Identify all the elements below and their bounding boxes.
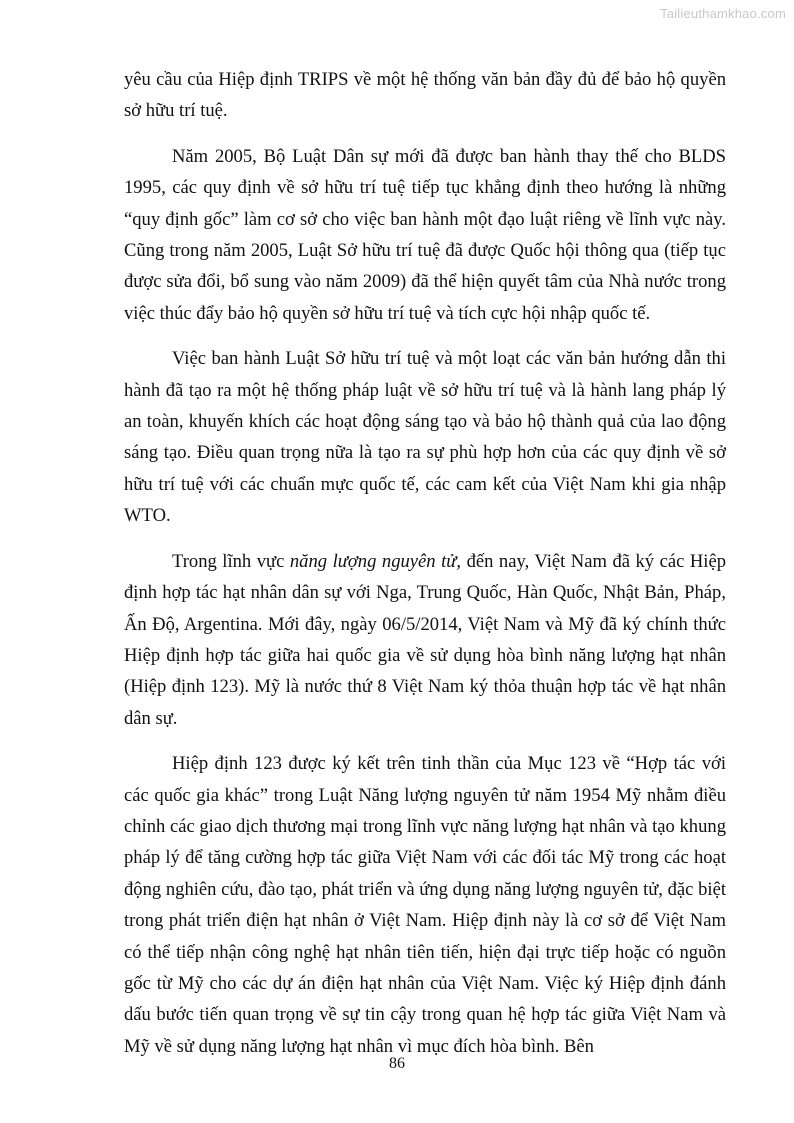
watermark-text: Tailieuthamkhao.com xyxy=(660,6,786,21)
page-number: 86 xyxy=(389,1055,405,1072)
paragraph-5: Hiệp định 123 được ký kết trên tinh thần của Mục 123 về “Hợp tác với các quốc gia khác” trong Luật Năng lượng nguyên tử năm 1954 Mỹ nhằm điều chỉnh các giao dịch thương mại trong lĩnh vực năng lượng hạt nhân và tạo khung pháp lý để tăng cường hợp tác giữa Việt Nam với các đối tác Mỹ trong các hoạt động nghiên cứu, đào tạo, phát triển và ứng dụng năng lượng nguyên tử, đặc biệt trong phát triển điện hạt nhân ở Việt Nam. Hiệp định này là cơ sở để Việt Nam có thể tiếp nhận công nghệ hạt nhân tiên tiến, hiện đại trực tiếp hoặc có nguồn gốc từ Mỹ cho các dự án điện hạt nhân của Việt Nam. Việc ký Hiệp định đánh dấu bước tiến quan trọng về sự tin cậy trong quan hệ hợp tác giữa Việt Nam và Mỹ về sử dụng năng lượng hạt nhân vì mục đích hòa bình. Bên xyxy=(124,753,726,1057)
document-body xyxy=(124,64,726,1076)
paragraph-2: Năm 2005, Bộ Luật Dân sự mới đã được ban hành thay thế cho BLDS 1995, các quy định về sở hữu trí tuệ tiếp tục khẳng định theo hướng là những “quy định gốc” làm cơ sở cho việc ban hành một đạo luật riêng về lĩnh vực này. Cũng trong năm 2005, Luật Sở hữu trí tuệ đã được Quốc hội thông qua (tiếp tục được sửa đổi, bổ sung vào năm 2009) đã thể hiện quyết tâm của Nhà nước trong việc thúc đẩy bảo hộ quyền sở hữu trí tuệ và tích cực hội nhập quốc tế. xyxy=(124,145,726,324)
paragraph-3: Việc ban hành Luật Sở hữu trí tuệ và một loạt các văn bản hướng dẫn thi hành đã tạo ra một hệ thống pháp luật về sở hữu trí tuệ và là hành lang pháp lý an toàn, khuyến khích các hoạt động sáng tạo và bảo hộ thành quả của lao động sáng tạo. Điều quan trọng nữa là tạo ra sự phù hợp hơn của các quy định về sở hữu trí tuệ với các chuẩn mực quốc tế, các cam kết của Việt Nam khi gia nhập WTO. xyxy=(124,348,726,527)
paragraph-4-prefix: Trong lĩnh vực xyxy=(172,550,290,572)
paragraph-4-suffix: , đến nay, Việt Nam đã ký các Hiệp định hợp tác hạt nhân dân sự với Nga, Trung Quốc, Hàn Quốc, Nhật Bản, Pháp, Ấn Độ, Argentina. Mới đây, ngày 06/5/2014, Việt Nam và Mỹ đã ký chính thức Hiệp định hợp tác giữa hai quốc gia về sử dụng hòa bình năng lượng hạt nhân (Hiệp định 123). Mỹ là nước thứ 8 Việt Nam ký thỏa thuận hợp tác về hạt nhân dân sự. xyxy=(124,550,727,729)
paragraph-4-italic-term: năng lượng nguyên tử xyxy=(289,550,457,572)
paragraph-1: yêu cầu của Hiệp định TRIPS về một hệ thống văn bản đầy đủ để bảo hộ quyền sở hữu trí tuệ. xyxy=(124,69,726,122)
paragraph-4 xyxy=(124,546,726,734)
